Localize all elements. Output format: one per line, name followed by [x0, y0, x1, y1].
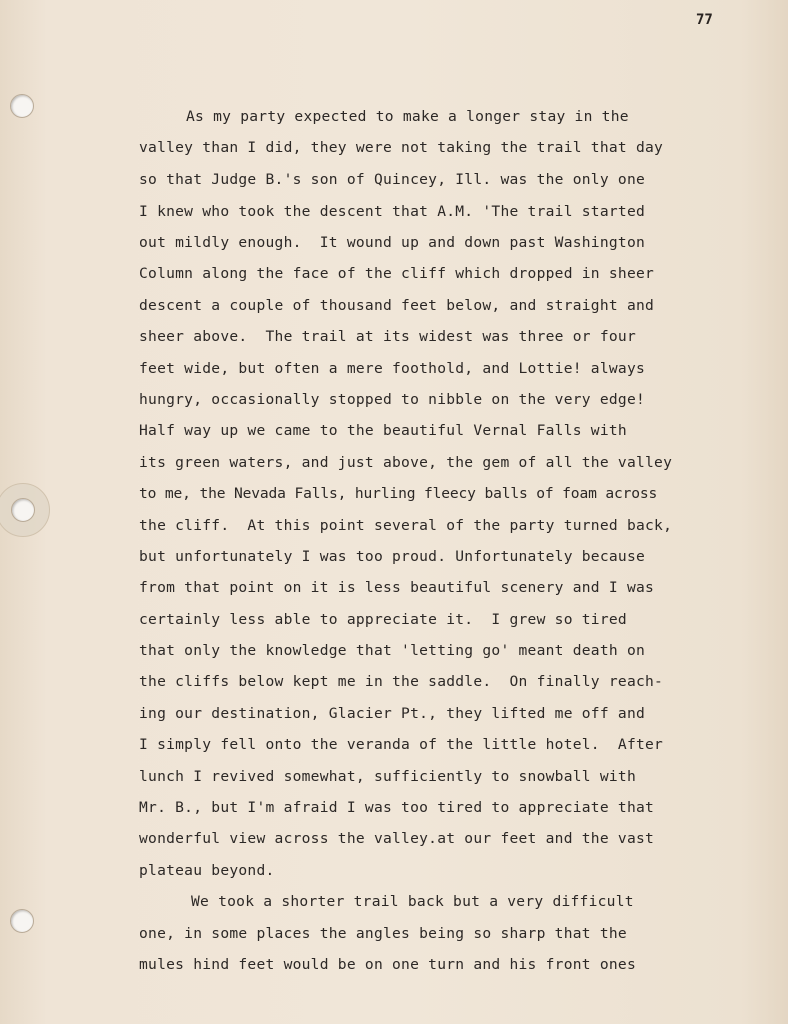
text-line: one, in some places the angles being so sharp that the	[139, 925, 627, 942]
text-line: descent a couple of thousand feet below, and straight and	[139, 297, 655, 314]
text-line: certainly less able to appreciate it. I grew so tired	[139, 611, 627, 628]
text-line: that only the knowledge that 'letting go' meant death on	[139, 642, 646, 659]
text-line: lunch I revived somewhat, sufficiently to snowball with	[139, 768, 636, 785]
text-line: I simply fell onto the veranda of the little hotel. After	[139, 736, 664, 753]
text-line: sheer above. The trail at its widest was three or four	[139, 328, 636, 345]
text-line: the cliffs below kept me in the saddle. On finally reach-	[139, 673, 664, 690]
text-line: but unfortunately I was too proud. Unfortunately because	[139, 548, 646, 565]
text-line: mules hind feet would be on one turn and his front ones	[139, 956, 636, 973]
text-line: from that point on it is less beautiful scenery and I was	[139, 579, 655, 596]
text-line: out mildly enough. It wound up and down past Washington	[139, 234, 646, 251]
text-line: the cliff. At this point several of the party turned back,	[139, 517, 673, 534]
text-line: feet wide, but often a mere foothold, and Lottie! always	[139, 360, 646, 377]
text-line: so that Judge B.'s son of Quincey, Ill. was the only one	[139, 171, 646, 188]
text-line: Half way up we came to the beautiful Vernal Falls with	[139, 422, 627, 439]
text-line: Mr. B., but I'm afraid I was too tired to appreciate that	[139, 799, 655, 816]
text-line: As my party expected to make a longer stay in the	[186, 108, 629, 125]
text-line: valley than I did, they were not taking the trail that day	[139, 139, 664, 156]
text-line: wonderful view across the valley.at our feet and the vast	[139, 830, 655, 847]
text-line: I knew who took the descent that A.M. 'The trail started	[139, 203, 646, 220]
text-line: plateau beyond.	[139, 862, 275, 879]
text-line: We took a shorter trail back but a very difficult	[191, 893, 634, 910]
text-line: ing our destination, Glacier Pt., they lifted me off and	[139, 705, 646, 722]
page-number: 77	[696, 12, 713, 28]
text-line: its green waters, and just above, the gem of all the valley	[139, 454, 673, 471]
text-line: hungry, occasionally stopped to nibble on the very edge!	[139, 391, 646, 408]
text-line: to me, the Nevada Falls, hurling fleecy balls of foam across	[139, 485, 658, 502]
text-line: Column along the face of the cliff which dropped in sheer	[139, 265, 655, 282]
